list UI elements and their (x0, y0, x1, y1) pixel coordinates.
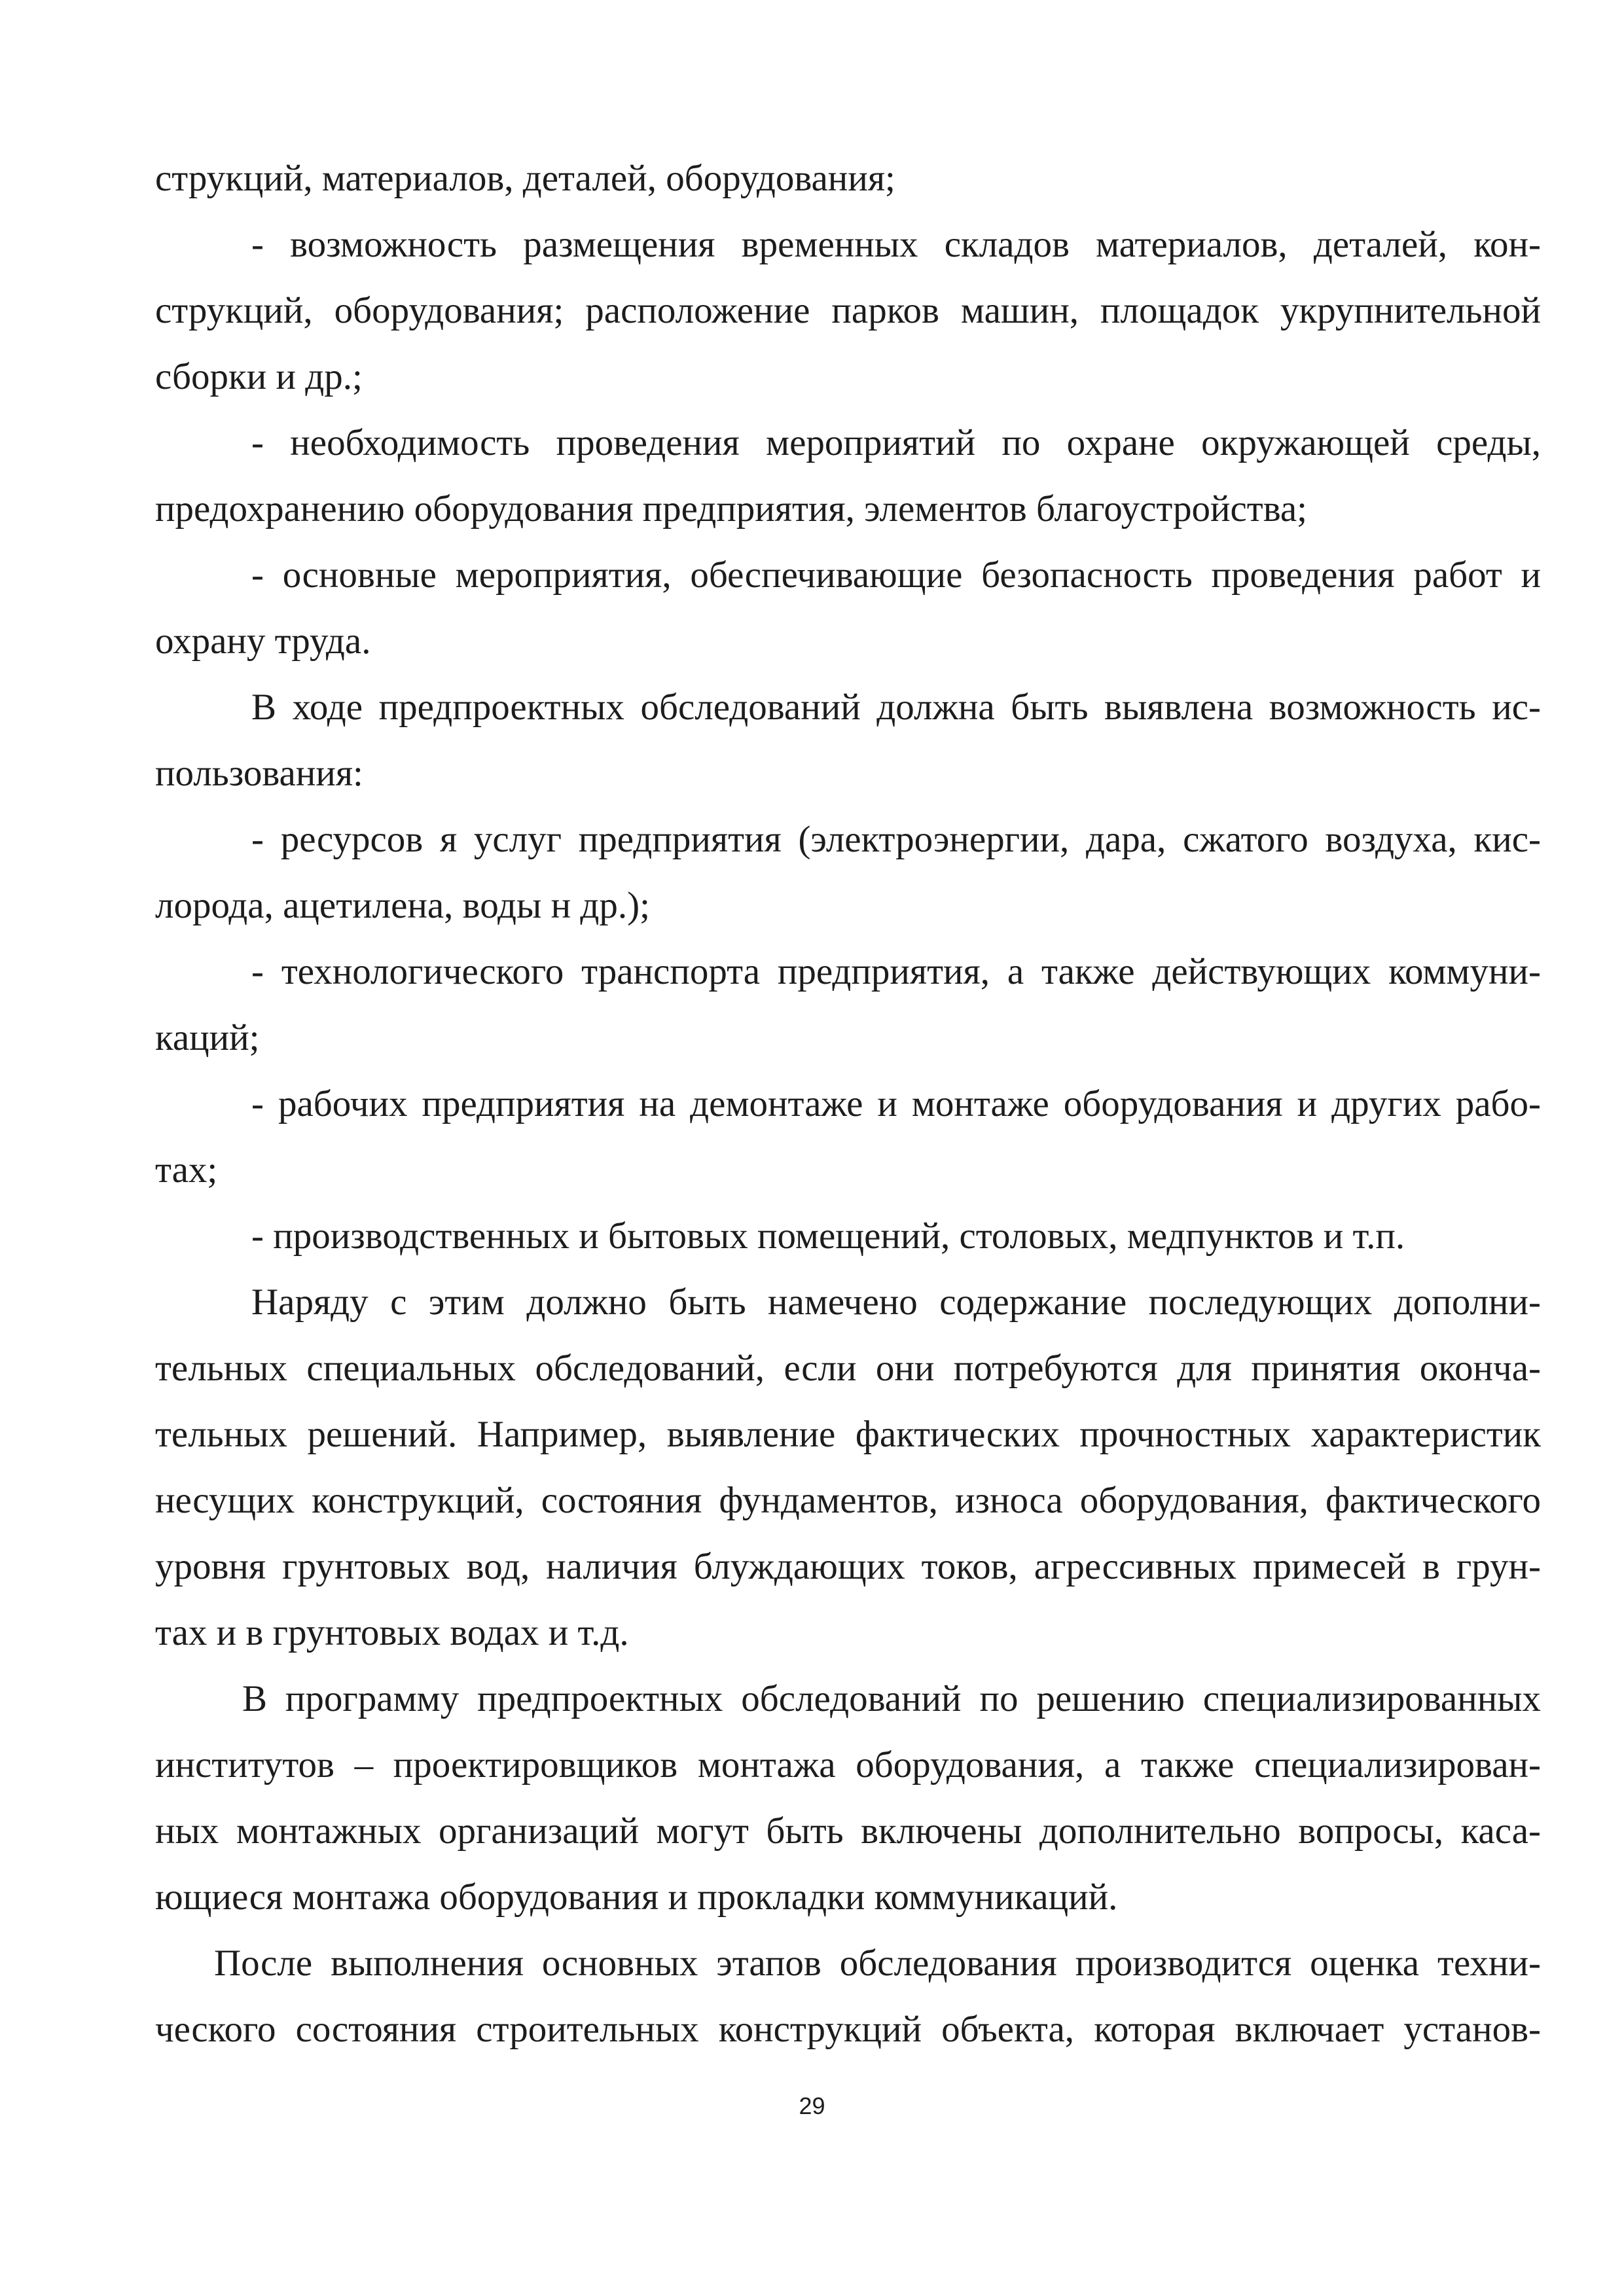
paragraph-start: После выполнения основных этапов обследования производится оценка техни- (214, 1943, 1541, 1984)
text-line: пользования: (155, 753, 363, 794)
text-line: тах; (155, 1149, 218, 1191)
list-item: - основные мероприятия, обеспечивающие безопасность проведения работ и (251, 554, 1541, 596)
list-item: - необходимость проведения мероприятий по охране окружающей среды, (251, 422, 1541, 463)
text-line: предохранению оборудования предприятия, элементов благоустройства; (155, 488, 1307, 529)
text-line: ющиеся монтажа оборудования и прокладки коммуникаций. (155, 1876, 1118, 1918)
paragraph-start: В ходе предпроектных обследований должна быть выявлена возможность ис- (251, 687, 1541, 728)
text-line: лорода, ацетилена, воды н др.); (155, 885, 650, 926)
text-line: струкций, оборудования; расположение парков машин, площадок укрупнительной (155, 290, 1541, 331)
text-line: сборки и др.; (155, 356, 363, 397)
text-line: тельных решений. Например, выявление фактических прочностных характеристик (155, 1414, 1541, 1455)
body-text (155, 145, 1541, 2062)
text-line: струкций, материалов, деталей, оборудования; (155, 158, 895, 199)
text-line: институтов – проектировщиков монтажа оборудования, а также специализирован- (155, 1744, 1541, 1785)
text-line: уровня грунтовых вод, наличия блуждающих токов, агрессивных примесей в грун- (155, 1546, 1541, 1587)
list-item: - производственных и бытовых помещений, столовых, медпунктов и т.п. (251, 1215, 1405, 1257)
text-line: каций; (155, 1017, 260, 1058)
text-line: тах и в грунтовых водах и т.д. (155, 1612, 629, 1653)
text-line: охрану труда. (155, 620, 371, 662)
text-line: несущих конструкций, состояния фундаментов, износа оборудования, фактического (155, 1480, 1541, 1521)
text-line: ческого состояния строительных конструкций объекта, которая включает установ- (155, 2009, 1541, 2050)
list-item: - рабочих предприятия на демонтаже и монтаже оборудования и других рабо- (251, 1083, 1541, 1124)
text-line: тельных специальных обследований, если они потребуются для принятия оконча- (155, 1348, 1541, 1389)
list-item: - возможность размещения временных складов материалов, деталей, кон- (251, 224, 1541, 265)
page-number: 29 (799, 2092, 825, 2119)
list-item: - технологического транспорта предприятия, а также действующих коммуни- (251, 951, 1541, 992)
paragraph-start: Наряду с этим должно быть намечено содержание последующих дополни- (251, 1282, 1541, 1323)
paragraph-start: В программу предпроектных обследований по решению специализированных (242, 1678, 1541, 1719)
list-item: - ресурсов я услуг предприятия (электроэнергии, дара, сжатого воздуха, кис- (251, 819, 1541, 860)
text-line: ных монтажных организаций могут быть включены дополнительно вопросы, каса- (155, 1810, 1541, 1852)
